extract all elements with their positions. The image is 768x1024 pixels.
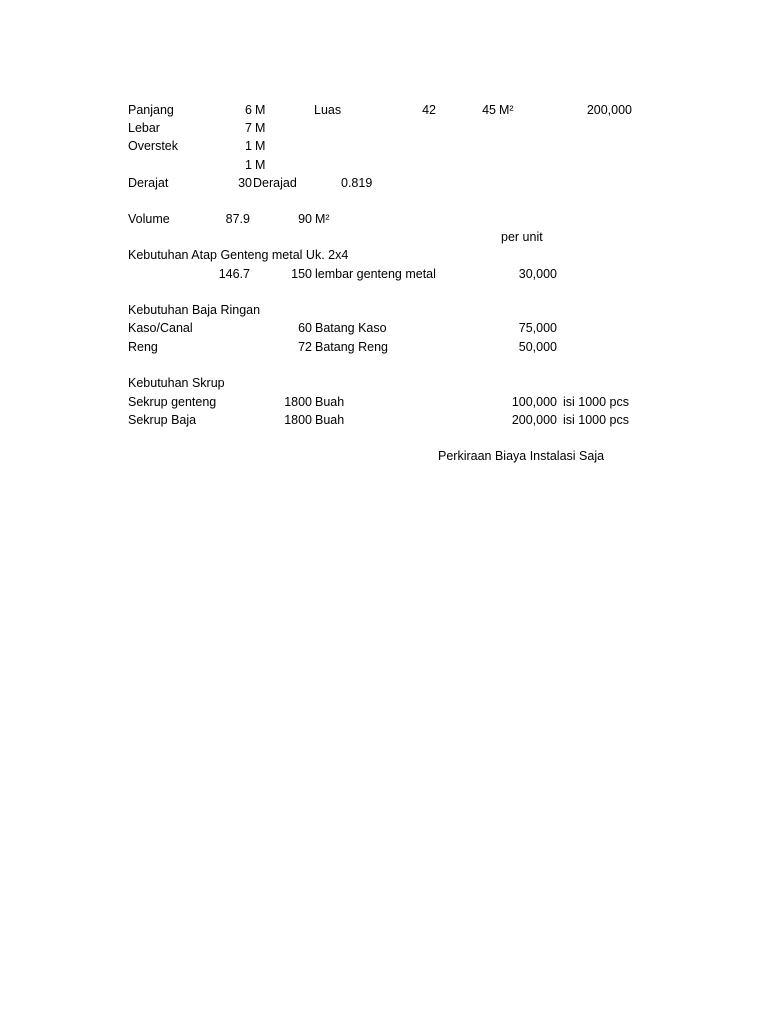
lebar-value: 7 [245,121,252,135]
skrup-item-note: isi 1000 pcs [563,413,630,427]
lebar-label: Lebar [128,121,160,135]
overstek2-value: 1 [245,158,252,172]
atap-raw: 146.7 [218,267,250,281]
volume-unit: M² [315,212,330,226]
overstek-label: Overstek [128,139,179,153]
row-skrup-title [0,374,768,392]
row-volume [0,210,768,228]
skrup-item-price: 100,000 [511,395,557,409]
baja-item-name: Kaso/Canal [128,321,193,335]
table-row [0,338,768,356]
baja-item-desc: Batang Kaso [315,321,387,335]
table-row [0,393,768,411]
luas-unit: M² [499,103,514,117]
baja-title: Kebutuhan Baja Ringan [128,303,261,317]
row-lebar [0,119,768,137]
row-atap-title [0,246,768,264]
volume-rounded: 90 [298,212,312,226]
skrup-item-name: Sekrup genteng [128,395,217,409]
baja-item-qty: 72 [298,340,312,354]
baja-item-desc: Batang Reng [315,340,388,354]
derajat-unit: Derajad [253,176,297,190]
row-overstek [0,137,768,155]
atap-price: 30,000 [518,267,557,281]
volume-value: 87.9 [225,212,250,226]
atap-qty: 150 [291,267,312,281]
panjang-label: Panjang [128,103,174,117]
overstek2-unit: M [255,158,266,172]
luas-price: 200,000 [586,103,632,117]
skrup-item-name: Sekrup Baja [128,413,197,427]
skrup-item-note: isi 1000 pcs [563,395,630,409]
derajat-label: Derajat [128,176,169,190]
footer-note: Perkiraan Biaya Instalasi Saja [438,449,605,463]
skrup-item-desc: Buah [315,395,345,409]
row-atap-values [0,265,768,283]
derajat-value: 30 [238,176,252,190]
baja-item-price: 50,000 [518,340,557,354]
luas-value: 42 [422,103,436,117]
row-footer-note [0,447,768,465]
skrup-item-price: 200,000 [511,413,557,427]
skrup-item-qty: 1800 [284,395,312,409]
baja-item-price: 75,000 [518,321,557,335]
baja-item-name: Reng [128,340,158,354]
atap-title: Kebutuhan Atap Genteng metal Uk. 2x4 [128,248,349,262]
baja-item-qty: 60 [298,321,312,335]
skrup-title: Kebutuhan Skrup [128,376,225,390]
row-derajat [0,174,768,192]
luas-rounded: 45 [482,103,496,117]
row-baja-title [0,301,768,319]
row-per-unit [0,228,768,246]
overstek-unit: M [255,139,266,153]
table-row [0,319,768,337]
skrup-item-desc: Buah [315,413,345,427]
panjang-value: 6 [245,103,252,117]
skrup-item-qty: 1800 [284,413,312,427]
row-panjang [0,101,768,119]
row-overstek-2 [0,156,768,174]
derajat-factor: 0.819 [341,176,373,190]
volume-label: Volume [128,212,170,226]
per-unit-header: per unit [501,230,543,244]
table-row [0,411,768,429]
lebar-unit: M [255,121,266,135]
overstek-value: 1 [245,139,252,153]
panjang-unit: M [255,103,266,117]
luas-label: Luas [314,103,342,117]
atap-desc: lembar genteng metal [315,267,436,281]
